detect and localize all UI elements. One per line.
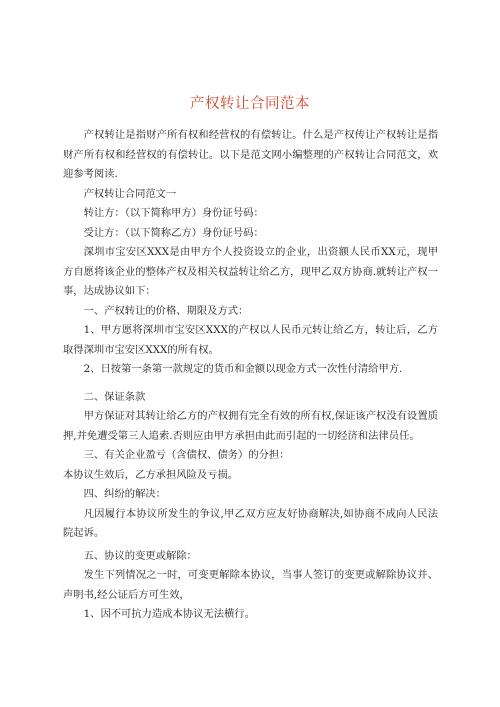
document-title: 产权转让合同范本 [190, 96, 310, 112]
spacer [63, 380, 438, 388]
section-2-clause: 甲方保证对其转让给乙方的产权拥有完全有效的所有权,保证该产权没有设置质押,并免遭受第三人追索.否则应由甲方承担由此而引起的一切经济和法律员任。 [63, 410, 438, 442]
intro-paragraph: 产权转让是指财产所有权和经营权的有偿转让。什么是产权传让产权转让是指财产所有权和经营权的有偿转让。以下是范文网小编整理的产权转让合同范文，欢迎参考阅读. [63, 129, 438, 180]
preamble-paragraph: 深圳市宝安区XXX是由甲方个人投资设立的企业，出资额人民币XX元，现甲方自愿将该企业的整体产权及相关权益转让给乙方，现甲乙双方协商.就转让产权一事，达成协议如下： [63, 246, 438, 297]
sample-heading: 产权转让合同范文一 [83, 187, 177, 200]
section-1-clause-2: 2、日按第一条第一款规定的货币和金额以现金方式一次性付清给甲方. [83, 363, 403, 375]
section-4-heading: 四、纠纷的解决： [83, 488, 166, 500]
document-body [63, 126, 438, 625]
section-4-clause: 凡因履行本协议所发生的争议,甲乙双方应友好协商解决,如协商不成向人民法院起诉。 [63, 507, 438, 539]
section-5-clause: 发生下列情况之一时，可变更解除本协议，当事人签订的变更或解除协议并、声明书,经公证后方可生效， [63, 569, 438, 601]
section-1-heading: 一、产权转让的价格、期限及方式： [83, 304, 249, 317]
transferee-line: 受让方：（以下简称乙方）身份证号码： [83, 226, 264, 239]
section-2-heading: 二、保证条款 [83, 390, 146, 403]
section-3-clause: 本协议生效后，乙方承担风险及亏损。 [63, 468, 239, 481]
section-1-clause-1: 1、甲方愿将深圳市宝安区XXX的产权以人民币元转让给乙方，转让后，乙方取得深圳市宝安区XXX的所有权。 [63, 324, 438, 356]
section-5-item-1: 1、因不可抗力造成本协议无法横行。 [83, 608, 255, 620]
section-3-heading: 三、有关企业盈亏（含债权、债务）的分担： [83, 449, 290, 461]
section-5-heading: 五、协议的变更或解除： [83, 549, 197, 562]
transferor-line: 转让方：（以下简称甲方）身份证号码： [83, 207, 264, 219]
